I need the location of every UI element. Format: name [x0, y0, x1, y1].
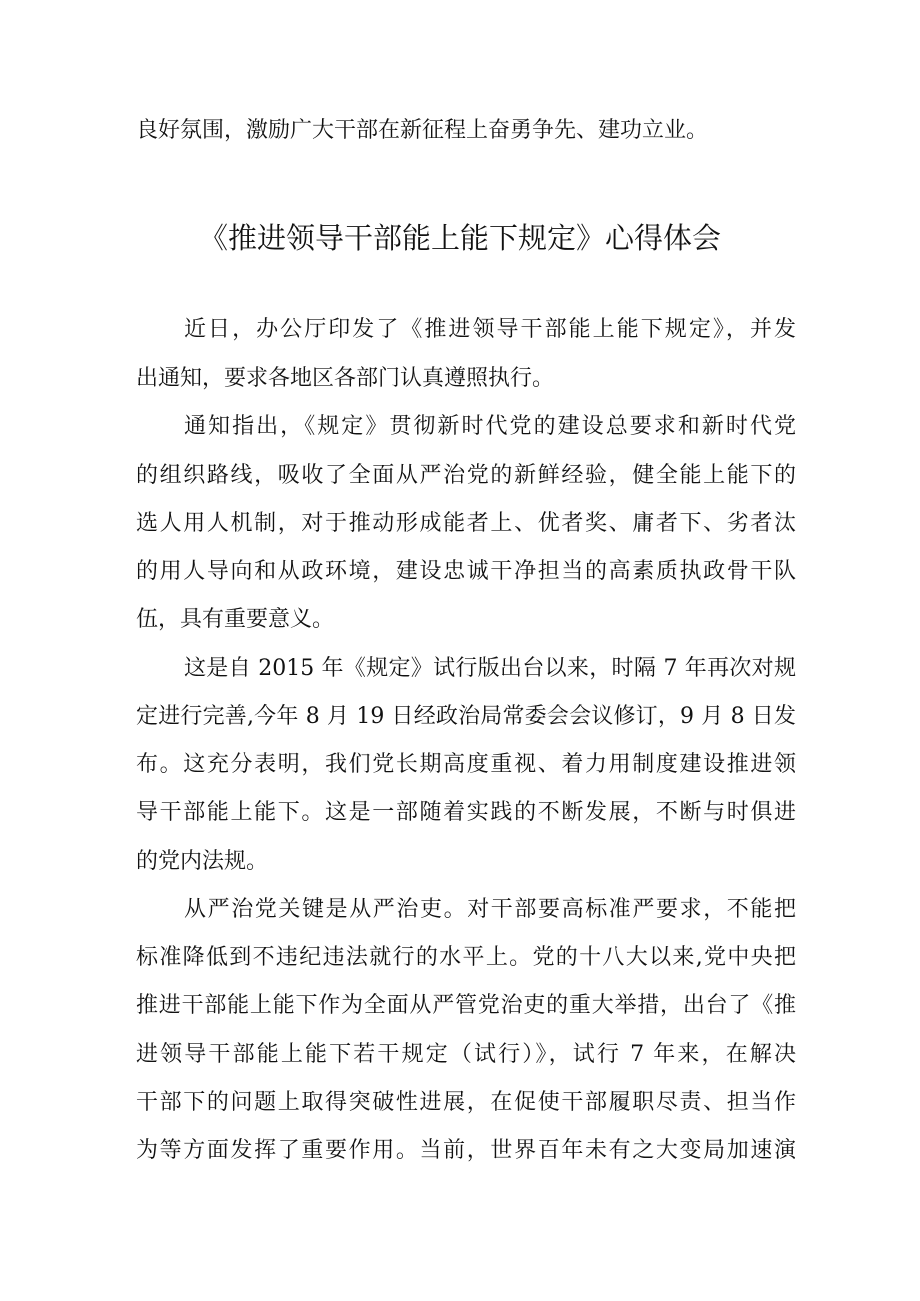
paragraph-line: 标准降低到不违纪违法就行的水平上。党的十八大以来,党中央把	[136, 945, 796, 970]
paragraph-line: 通知指出，《规定》贯彻新时代党的建设总要求和新时代党	[184, 414, 796, 439]
paragraph-line: 选人用人机制，对于推动形成能者上、优者奖、庸者下、劣者汰	[136, 511, 796, 536]
paragraph-line: 近日，办公厅印发了《推进领导干部能上能下规定》，并发	[184, 317, 796, 342]
paragraph-line: 定进行完善,今年 8 月 19 日经政治局常委会会议修订，9 月 8 日发	[136, 704, 796, 729]
paragraph-line: 的用人导向和从政环境，建设忠诚干净担当的高素质执政骨干队	[136, 559, 796, 584]
paragraph-line: 这是自 2015 年《规定》试行版出台以来，时隔 7 年再次对规	[184, 656, 796, 681]
previous-text-fragment: 良好氛围，激励广大干部在新征程上奋勇争先、建功立业。	[136, 118, 709, 143]
paragraph-line: 进领导干部能上能下若干规定（试行）》，试行 7 年来，在解决	[136, 1042, 796, 1067]
paragraph-line: 伍，具有重要意义。	[136, 607, 335, 632]
paragraph-line: 为等方面发挥了重要作用。当前，世界百年未有之大变局加速演	[136, 1138, 796, 1163]
paragraph-line: 的组织路线，吸收了全面从严治党的新鲜经验，健全能上能下的	[136, 463, 796, 488]
paragraph-line: 导干部能上能下。这是一部随着实践的不断发展，不断与时俱进	[136, 800, 796, 825]
paragraph-line: 干部下的问题上取得突破性进展，在促使干部履职尽责、担当作	[136, 1090, 796, 1115]
paragraph-line: 布。这充分表明，我们党长期高度重视、着力用制度建设推进领	[136, 752, 796, 777]
paragraph-line: 的党内法规。	[136, 849, 269, 874]
paragraph-line: 从严治党关键是从严治吏。对干部要高标准严要求，不能把	[184, 897, 796, 922]
paragraph-line: 出通知，要求各地区各部门认真遵照执行。	[136, 366, 555, 391]
document-title: 《推进领导干部能上能下规定》心得体会	[198, 221, 721, 255]
paragraph-line: 推进干部能上能下作为全面从严管党治吏的重大举措，出台了《推	[136, 993, 796, 1018]
